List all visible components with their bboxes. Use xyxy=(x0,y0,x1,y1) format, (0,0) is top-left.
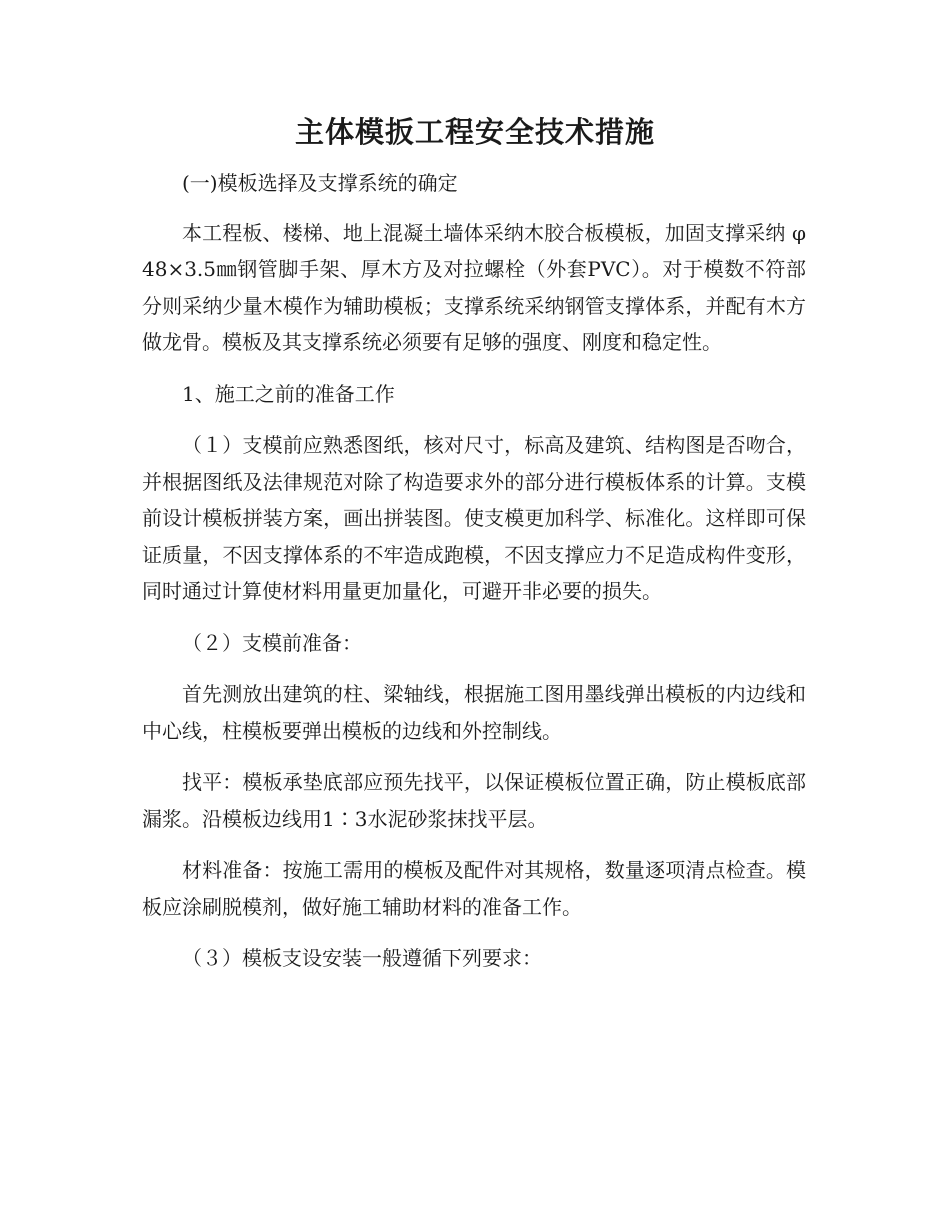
paragraph: 找平：模板承垫底部应预先找平，以保证模板位置正确，防止模板底部漏浆。沿模板边线用1∶3水泥砂浆抹找平层。 xyxy=(142,770,806,831)
section-heading: (一)模板选择及支撑系统的确定 xyxy=(182,171,458,195)
list-item-heading: （３）模板支设安装一般遵循下列要求： xyxy=(182,946,542,970)
list-item-heading: （２）支模前准备： xyxy=(182,630,362,655)
document-title: 主体模扳工程安全技术措施 xyxy=(294,115,655,149)
document-body xyxy=(142,165,806,977)
paragraph: 材料准备：按施工需用的模板及配件对其规格，数量逐项清点检查。模板应涂刷脱模剂，做好施工辅助材料的准备工作。 xyxy=(142,858,806,919)
paragraph: 本工程板、楼梯、地上混凝土墙体采纳木胶合板模板，加固支撑采纳 φ48×3.5㎜钢管脚手架、厚木方及对拉螺栓（外套PVC）。对于模数不符部分则采纳少量木模作为辅助模板；支撑系统采纳钢管支撑体系，并配有木方做龙骨。模板及其支撑系统必须要有足够的强度、刚度和稳定性。 xyxy=(142,220,806,354)
paragraph: （１）支模前应熟悉图纸，核对尺寸，标高及建筑、结构图是否吻合，并根据图纸及法律规范对除了构造要求外的部分进行模板体系的计算。支模前设计模板拼装方案，画出拼装图。使支模更加科学、标准化。这样即可保证质量，不因支撑体系的不牢造成跑模，不因支撑应力不足造成构件变形，同时通过计算使材料用量更加量化，可避开非必要的损失。 xyxy=(142,433,806,603)
subsection-heading: 1、施工之前的准备工作 xyxy=(182,381,395,406)
paragraph: 首先测放出建筑的柱、梁轴线，根据施工图用墨线弹出模板的内边线和中心线，柱模板要弹出模板的边线和外控制线。 xyxy=(142,682,806,743)
